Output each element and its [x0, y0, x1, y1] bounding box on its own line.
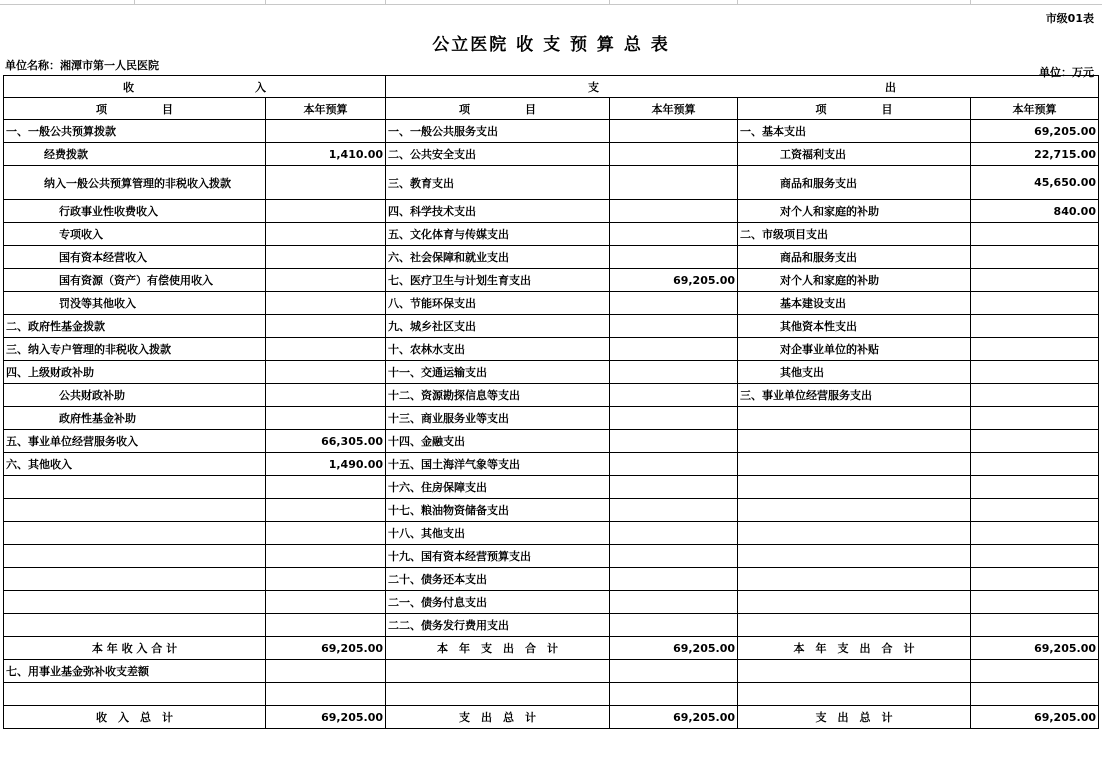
income-item: 国有资本经营收入 — [4, 246, 266, 269]
income-item: 政府性基金补助 — [4, 407, 266, 430]
expense-item: 二一、债务付息支出 — [386, 591, 610, 614]
basic-expense-item: 其他支出 — [738, 361, 971, 384]
income-budget — [266, 545, 386, 568]
income-budget-header: 本年预算 — [266, 98, 386, 120]
income-budget — [266, 120, 386, 143]
table-row — [4, 591, 1099, 614]
basic-expense-item: 商品和服务支出 — [738, 246, 971, 269]
income-item — [4, 614, 266, 637]
income-budget — [266, 292, 386, 315]
expense-budget — [610, 246, 738, 269]
basic-expense-budget — [971, 430, 1099, 453]
income-budget — [266, 269, 386, 292]
income-item — [4, 522, 266, 545]
basic-expense-item: 三、事业单位经营服务支出 — [738, 384, 971, 407]
basic-expense-item — [738, 430, 971, 453]
basic-expense-item — [738, 568, 971, 591]
income-item-header: 项 目 — [4, 98, 266, 120]
basic-subtotal-label: 本 年 支 出 合 计 — [738, 637, 971, 660]
table-row — [4, 315, 1099, 338]
expense-budget — [610, 522, 738, 545]
basic-expense-budget — [971, 614, 1099, 637]
table-row — [4, 246, 1099, 269]
expense-budget: 69,205.00 — [610, 269, 738, 292]
basic-item-header: 项 目 — [738, 98, 971, 120]
basic-expense-item: 工资福利支出 — [738, 143, 971, 166]
income-item: 行政事业性收费收入 — [4, 200, 266, 223]
expense-section-header: 支 出 — [386, 76, 1099, 98]
basic-subtotal-value: 69,205.00 — [971, 637, 1099, 660]
income-total-label: 收 入 总 计 — [4, 706, 266, 729]
basic-expense-item — [738, 522, 971, 545]
basic-expense-budget — [971, 522, 1099, 545]
income-item: 国有资源（资产）有偿使用收入 — [4, 269, 266, 292]
income-budget — [266, 499, 386, 522]
income-item — [4, 499, 266, 522]
table-row — [4, 545, 1099, 568]
expense-budget — [610, 292, 738, 315]
table-row — [4, 614, 1099, 637]
table-row — [4, 269, 1099, 292]
empty-cell — [738, 660, 971, 683]
table-row — [4, 120, 1099, 143]
income-budget — [266, 407, 386, 430]
table-row — [4, 499, 1099, 522]
table-row — [4, 200, 1099, 223]
income-item: 纳入一般公共预算管理的非税收入拨款 — [4, 166, 266, 200]
income-item — [4, 545, 266, 568]
basic-expense-budget: 22,715.00 — [971, 143, 1099, 166]
expense-budget — [610, 476, 738, 499]
expense-budget-header: 本年预算 — [610, 98, 738, 120]
blank-row — [4, 683, 1099, 706]
empty-cell — [386, 683, 610, 706]
expense-item: 十二、资源勘探信息等支出 — [386, 384, 610, 407]
budget-table — [3, 75, 1099, 729]
basic-expense-budget — [971, 568, 1099, 591]
income-item: 公共财政补助 — [4, 384, 266, 407]
income-budget: 1,490.00 — [266, 453, 386, 476]
income-item — [4, 568, 266, 591]
table-row — [4, 430, 1099, 453]
currency-unit: 单位：万元 — [1039, 66, 1094, 79]
basic-expense-budget — [971, 315, 1099, 338]
income-item: 五、事业单位经营服务收入 — [4, 430, 266, 453]
basic-budget-header: 本年预算 — [971, 98, 1099, 120]
subtotal-row — [4, 637, 1099, 660]
income-item: 专项收入 — [4, 223, 266, 246]
form-number: 市级01表 — [1045, 12, 1094, 25]
expense-item: 十九、国有资本经营预算支出 — [386, 545, 610, 568]
expense-item: 十、农林水支出 — [386, 338, 610, 361]
income-item: 二、政府性基金拨款 — [4, 315, 266, 338]
basic-expense-item: 对企事业单位的补贴 — [738, 338, 971, 361]
basic-total-label: 支 出 总 计 — [738, 706, 971, 729]
income-item: 一、一般公共预算拨款 — [4, 120, 266, 143]
income-item: 四、上级财政补助 — [4, 361, 266, 384]
table-row — [4, 568, 1099, 591]
expense-item: 四、科学技术支出 — [386, 200, 610, 223]
expense-item: 五、文化体育与传媒支出 — [386, 223, 610, 246]
table-row — [4, 476, 1099, 499]
table-row — [4, 522, 1099, 545]
income-budget — [266, 223, 386, 246]
basic-expense-budget — [971, 545, 1099, 568]
income-subtotal-label: 本 年 收 入 合 计 — [4, 637, 266, 660]
expense-item: 十八、其他支出 — [386, 522, 610, 545]
expense-budget — [610, 407, 738, 430]
basic-expense-item: 二、市级项目支出 — [738, 223, 971, 246]
table-row — [4, 361, 1099, 384]
basic-expense-item — [738, 591, 971, 614]
basic-expense-item: 一、基本支出 — [738, 120, 971, 143]
table-row — [4, 166, 1099, 200]
expense-budget — [610, 200, 738, 223]
empty-cell — [610, 683, 738, 706]
income-budget — [266, 166, 386, 200]
income-budget — [266, 522, 386, 545]
income-budget — [266, 315, 386, 338]
expense-total-label: 支 出 总 计 — [386, 706, 610, 729]
basic-expense-item — [738, 499, 971, 522]
expense-budget — [610, 545, 738, 568]
table-row — [4, 338, 1099, 361]
empty-cell — [266, 683, 386, 706]
income-budget — [266, 568, 386, 591]
basic-expense-budget: 45,650.00 — [971, 166, 1099, 200]
expense-item-header: 项 目 — [386, 98, 610, 120]
income-budget: 1,410.00 — [266, 143, 386, 166]
table-row — [4, 453, 1099, 476]
income-total-value: 69,205.00 — [266, 706, 386, 729]
table-row — [4, 292, 1099, 315]
surplus-row — [4, 660, 1099, 683]
expense-item: 十七、粮油物资储备支出 — [386, 499, 610, 522]
income-item: 罚没等其他收入 — [4, 292, 266, 315]
expense-item: 八、节能环保支出 — [386, 292, 610, 315]
basic-expense-budget — [971, 292, 1099, 315]
expense-item: 二十、债务还本支出 — [386, 568, 610, 591]
table-row — [4, 143, 1099, 166]
income-item: 三、纳入专户管理的非税收入拨款 — [4, 338, 266, 361]
basic-expense-budget — [971, 223, 1099, 246]
expense-budget — [610, 338, 738, 361]
expense-budget — [610, 166, 738, 200]
expense-item: 六、社会保障和就业支出 — [386, 246, 610, 269]
basic-expense-budget — [971, 384, 1099, 407]
basic-expense-item: 其他资本性支出 — [738, 315, 971, 338]
unit-name: 单位名称：湘潭市第一人民医院 — [5, 59, 159, 72]
expense-budget — [610, 120, 738, 143]
income-budget — [266, 614, 386, 637]
basic-expense-budget — [971, 246, 1099, 269]
income-budget: 66,305.00 — [266, 430, 386, 453]
expense-item: 九、城乡社区支出 — [386, 315, 610, 338]
expense-subtotal-label: 本 年 支 出 合 计 — [386, 637, 610, 660]
income-budget — [266, 384, 386, 407]
empty-cell — [386, 660, 610, 683]
basic-expense-budget — [971, 499, 1099, 522]
income-section-header: 收 入 — [4, 76, 386, 98]
income-budget — [266, 591, 386, 614]
expense-budget — [610, 568, 738, 591]
basic-expense-budget: 840.00 — [971, 200, 1099, 223]
expense-budget — [610, 384, 738, 407]
income-budget — [266, 476, 386, 499]
income-item — [4, 476, 266, 499]
basic-expense-budget — [971, 591, 1099, 614]
expense-item: 二二、债务发行费用支出 — [386, 614, 610, 637]
basic-expense-item — [738, 407, 971, 430]
expense-budget — [610, 499, 738, 522]
basic-expense-budget — [971, 361, 1099, 384]
basic-expense-budget: 69,205.00 — [971, 120, 1099, 143]
expense-item: 十五、国土海洋气象等支出 — [386, 453, 610, 476]
basic-expense-item: 基本建设支出 — [738, 292, 971, 315]
empty-cell — [4, 683, 266, 706]
expense-budget — [610, 361, 738, 384]
expense-item: 十一、交通运输支出 — [386, 361, 610, 384]
expense-item: 十四、金融支出 — [386, 430, 610, 453]
basic-expense-item — [738, 545, 971, 568]
expense-item: 一、一般公共服务支出 — [386, 120, 610, 143]
income-budget — [266, 246, 386, 269]
expense-item: 三、教育支出 — [386, 166, 610, 200]
surplus-label: 七、用事业基金弥补收支差额 — [4, 660, 266, 683]
spreadsheet-top-edge — [0, 0, 1102, 5]
income-budget — [266, 338, 386, 361]
income-budget — [266, 200, 386, 223]
expense-item: 十三、商业服务业等支出 — [386, 407, 610, 430]
section-header-row — [4, 76, 1099, 98]
empty-cell — [610, 660, 738, 683]
basic-expense-item — [738, 614, 971, 637]
expense-budget — [610, 143, 738, 166]
basic-expense-budget — [971, 407, 1099, 430]
expense-budget — [610, 430, 738, 453]
basic-total-value: 69,205.00 — [971, 706, 1099, 729]
page-title: 公立医院 收 支 预 算 总 表 — [432, 35, 670, 55]
basic-expense-item — [738, 453, 971, 476]
expense-item: 二、公共安全支出 — [386, 143, 610, 166]
expense-budget — [610, 453, 738, 476]
basic-expense-budget — [971, 476, 1099, 499]
basic-expense-budget — [971, 269, 1099, 292]
table-row — [4, 223, 1099, 246]
expense-budget — [610, 591, 738, 614]
expense-budget — [610, 315, 738, 338]
expense-item: 十六、住房保障支出 — [386, 476, 610, 499]
empty-cell — [738, 683, 971, 706]
expense-total-value: 69,205.00 — [610, 706, 738, 729]
income-item — [4, 591, 266, 614]
income-item: 六、其他收入 — [4, 453, 266, 476]
basic-expense-item — [738, 476, 971, 499]
basic-expense-item: 对个人和家庭的补助 — [738, 269, 971, 292]
table-row — [4, 384, 1099, 407]
empty-cell — [971, 660, 1099, 683]
expense-budget — [610, 614, 738, 637]
income-budget — [266, 361, 386, 384]
empty-cell — [266, 660, 386, 683]
total-row — [4, 706, 1099, 729]
basic-expense-budget — [971, 338, 1099, 361]
empty-cell — [971, 683, 1099, 706]
income-subtotal-value: 69,205.00 — [266, 637, 386, 660]
expense-subtotal-value: 69,205.00 — [610, 637, 738, 660]
basic-expense-item: 商品和服务支出 — [738, 166, 971, 200]
income-item: 经费拨款 — [4, 143, 266, 166]
basic-expense-budget — [971, 453, 1099, 476]
table-row — [4, 407, 1099, 430]
expense-item: 七、医疗卫生与计划生育支出 — [386, 269, 610, 292]
column-header-row — [4, 98, 1099, 120]
basic-expense-item: 对个人和家庭的补助 — [738, 200, 971, 223]
expense-budget — [610, 223, 738, 246]
